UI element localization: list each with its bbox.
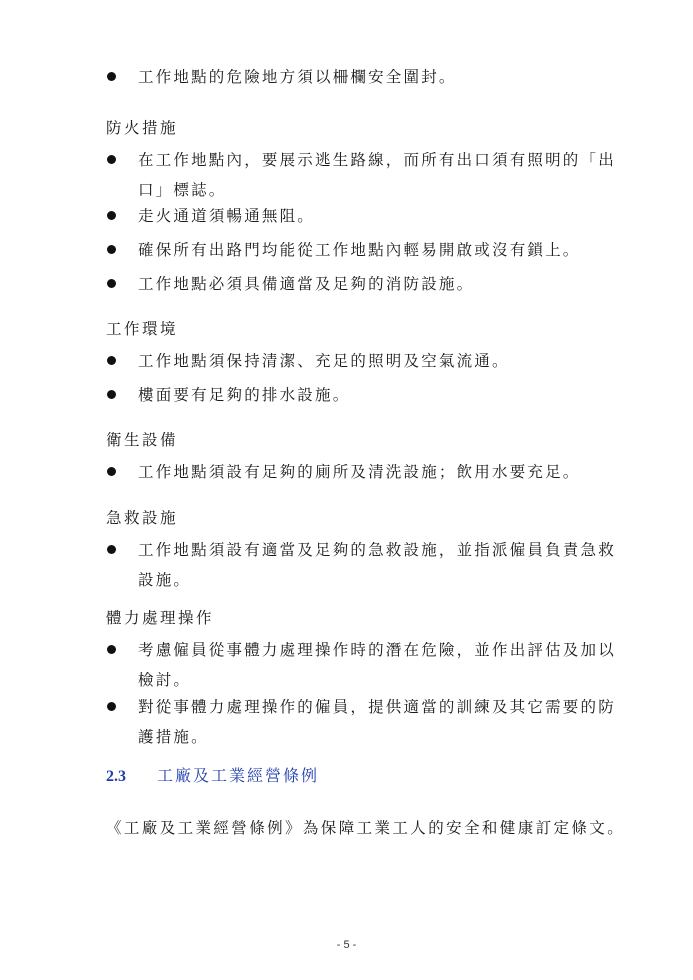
bullet-dot-icon [107, 390, 116, 399]
bullet-item [107, 635, 627, 695]
section-heading [106, 764, 319, 789]
bullet-item [107, 346, 627, 376]
bullet-dot-icon [107, 279, 116, 288]
bullet-item [107, 145, 627, 205]
bullet-item [107, 457, 627, 487]
bullet-item [107, 380, 627, 410]
bullet-dot-icon [107, 702, 116, 711]
subheading-work-environment: 工作環境 [106, 320, 179, 338]
bullet-item [107, 201, 627, 231]
bullet-text: 工作地點須保持清潔、充足的照明及空氣流通。 [138, 352, 510, 370]
bullet-item [107, 235, 627, 265]
bullet-text: 工作地點的危險地方須以柵欄安全圍封。 [138, 68, 457, 86]
page-number: - 5 - [336, 939, 357, 951]
section-title: 工廠及工業經營條例 [157, 766, 320, 785]
bullet-text: 工作地點須設有適當及足夠的急救設施，並指派僱員負責急救設施。 [138, 541, 616, 589]
bullet-item [107, 535, 627, 595]
subheading-manual-handling: 體力處理操作 [106, 609, 215, 627]
bullet-dot-icon [107, 645, 116, 654]
bullet-text: 走火通道須暢通無阻。 [138, 207, 316, 225]
bullet-item [107, 269, 627, 299]
bullet-text: 確保所有出路門均能從工作地點內輕易開啟或沒有鎖上。 [138, 241, 581, 259]
bullet-dot-icon [107, 72, 116, 81]
bullet-text: 考慮僱員從事體力處理操作時的潛在危險，並作出評估及加以檢討。 [138, 641, 616, 689]
subheading-first-aid: 急救設施 [106, 509, 179, 527]
bullet-dot-icon [107, 245, 116, 254]
subheading-sanitation: 衛生設備 [106, 431, 179, 449]
bullet-dot-icon [107, 356, 116, 365]
bullet-text: 在工作地點內，要展示逃生路線，而所有出口須有照明的「出口」標誌。 [138, 151, 616, 199]
bullet-item [107, 692, 627, 752]
bullet-dot-icon [107, 155, 116, 164]
bullet-text: 工作地點必須具備適當及足夠的消防設施。 [138, 275, 475, 293]
bullet-dot-icon [107, 467, 116, 476]
bullet-dot-icon [107, 545, 116, 554]
bullet-dot-icon [107, 211, 116, 220]
bullet-text: 樓面要有足夠的排水設施。 [138, 386, 351, 404]
bullet-item [107, 62, 627, 92]
section-number: 2.3 [106, 768, 126, 785]
section-paragraph: 《工廠及工業經營條例》為保障工業工人的安全和健康訂定條文。 [106, 819, 626, 837]
subheading-fire-precautions: 防火措施 [106, 119, 179, 137]
bullet-text: 工作地點須設有足夠的廁所及清洗設施；飲用水要充足。 [138, 463, 581, 481]
bullet-text: 對從事體力處理操作的僱員，提供適當的訓練及其它需要的防護措施。 [138, 698, 616, 746]
